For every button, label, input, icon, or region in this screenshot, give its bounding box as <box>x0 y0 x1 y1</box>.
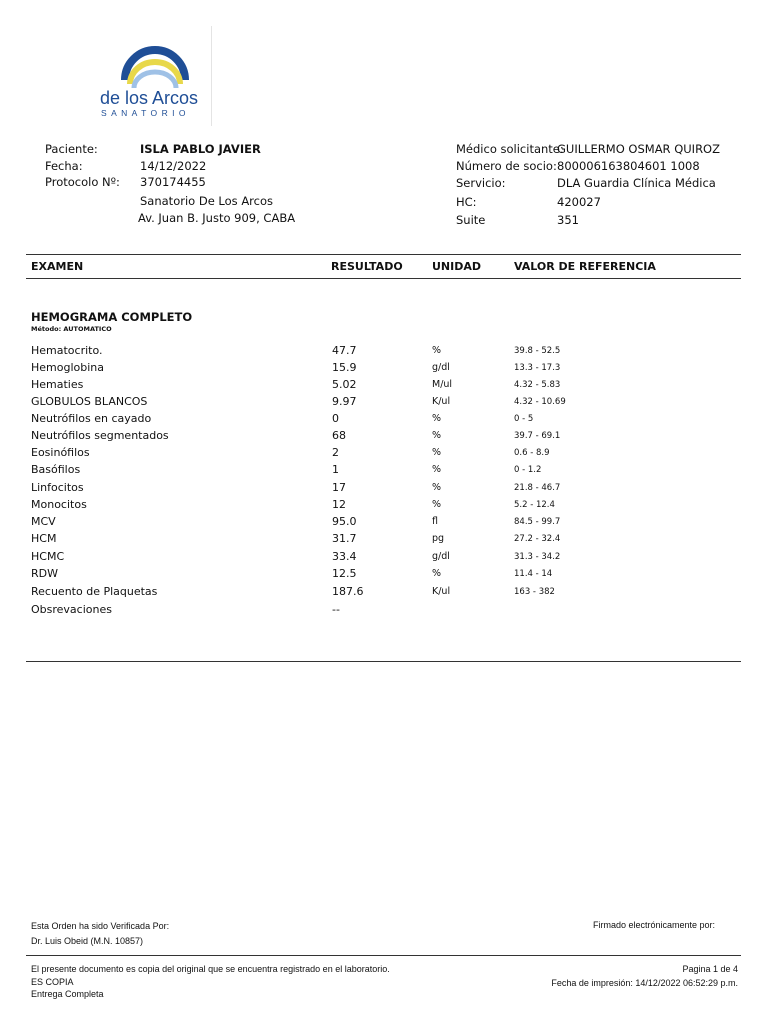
row-name: HCMC <box>31 550 65 563</box>
copy-note: El presente documento es copia del original que se encuentra registrado en el laboratorio. <box>31 964 390 974</box>
col-referencia: VALOR DE REFERENCIA <box>514 260 656 273</box>
row-ref: 27.2 - 32.4 <box>514 534 561 544</box>
row-name: Hematies <box>31 378 84 391</box>
footer-rule <box>26 955 741 956</box>
row-value: 17 <box>332 481 346 494</box>
signed-label: Firmado electrónicamente por: <box>593 920 716 930</box>
logo-name: de los Arcos <box>100 88 199 108</box>
row-unit: g/dl <box>432 551 450 562</box>
row-unit: % <box>432 430 442 441</box>
logo-subtitle: SANATORIO <box>101 108 190 118</box>
row-unit: % <box>432 568 442 579</box>
row-value: 187.6 <box>332 585 364 598</box>
row-value: 0 <box>332 412 339 425</box>
row-name: Eosinófilos <box>31 446 90 459</box>
patient-date: 14/12/2022 <box>140 159 207 173</box>
row-name: Hemoglobina <box>31 361 105 374</box>
row-unit: K/ul <box>432 396 451 407</box>
row-ref: 39.7 - 69.1 <box>514 431 561 441</box>
method-label: Método: AUTOMATICO <box>31 325 112 333</box>
row-ref: 11.4 - 14 <box>514 569 553 579</box>
row-name: Monocitos <box>31 498 87 511</box>
row-value: 33.4 <box>332 550 357 563</box>
table-header-rule <box>26 278 741 279</box>
logo-divider <box>211 26 212 126</box>
row-ref: 4.32 - 5.83 <box>514 380 561 390</box>
verified-label: Esta Orden ha sido Verificada Por: <box>31 921 170 931</box>
label-paciente: Paciente: <box>45 142 98 156</box>
col-examen: EXAMEN <box>31 260 84 273</box>
row-unit: g/dl <box>432 362 450 373</box>
suite-number: 351 <box>557 213 579 227</box>
row-unit: % <box>432 464 442 475</box>
delivery-status: Entrega Completa <box>31 989 104 999</box>
clinical-history: 420027 <box>557 195 601 209</box>
row-unit: M/ul <box>432 379 453 390</box>
page-number: Pagina 1 de 4 <box>682 964 738 974</box>
label-suite: Suite <box>456 213 486 227</box>
row-name: Basófilos <box>31 463 81 476</box>
row-value: 12 <box>332 498 346 511</box>
section-title: HEMOGRAMA COMPLETO <box>31 310 193 324</box>
label-hc: HC: <box>456 195 477 209</box>
row-ref: 0.6 - 8.9 <box>514 448 550 458</box>
verifier-name: Dr. Luis Obeid (M.N. 10857) <box>31 936 144 946</box>
doctor-name: GUILLERMO OSMAR QUIROZ <box>557 142 720 156</box>
row-value: 15.9 <box>332 361 357 374</box>
row-value: 12.5 <box>332 567 357 580</box>
row-ref: 21.8 - 46.7 <box>514 483 561 493</box>
label-socio: Número de socio: <box>456 159 557 173</box>
row-value: 68 <box>332 429 346 442</box>
institution: Sanatorio De Los Arcos <box>140 194 274 208</box>
row-ref: 0 - 5 <box>514 414 534 424</box>
row-value: 47.7 <box>332 344 357 357</box>
print-date: Fecha de impresión: 14/12/2022 06:52:29 p.m. <box>551 978 738 988</box>
row-unit: % <box>432 499 442 510</box>
col-resultado: RESULTADO <box>331 260 403 273</box>
table-top-rule <box>26 254 741 255</box>
row-value: 5.02 <box>332 378 357 391</box>
row-name: Recuento de Plaquetas <box>31 585 158 598</box>
row-name: RDW <box>31 567 58 580</box>
row-ref: 0 - 1.2 <box>514 465 542 475</box>
address: Av. Juan B. Justo 909, CABA <box>138 211 296 225</box>
row-ref: 13.3 - 17.3 <box>514 363 561 373</box>
row-unit: % <box>432 345 442 356</box>
row-ref: 84.5 - 99.7 <box>514 517 561 527</box>
row-ref: 5.2 - 12.4 <box>514 500 555 510</box>
row-unit: K/ul <box>432 586 451 597</box>
member-number: 800006163804601 1008 <box>557 159 700 173</box>
row-unit: % <box>432 482 442 493</box>
row-ref: 4.32 - 10.69 <box>514 397 566 407</box>
row-name: Linfocitos <box>31 481 84 494</box>
row-ref: 163 - 382 <box>514 587 555 597</box>
label-servicio: Servicio: <box>456 176 506 190</box>
row-name: Neutrófilos en cayado <box>31 412 152 425</box>
copy-label: ES COPIA <box>31 977 74 987</box>
col-unidad: UNIDAD <box>432 260 482 273</box>
label-protocolo: Protocolo Nº: <box>45 175 120 189</box>
label-medico: Médico solicitante: <box>456 142 564 156</box>
row-value: -- <box>332 603 340 616</box>
row-value: 31.7 <box>332 532 357 545</box>
row-value: 1 <box>332 463 339 476</box>
row-ref: 31.3 - 34.2 <box>514 552 561 562</box>
row-name: GLOBULOS BLANCOS <box>31 395 148 408</box>
row-name: Hematocrito. <box>31 344 103 357</box>
row-value: 95.0 <box>332 515 357 528</box>
row-unit: % <box>432 413 442 424</box>
service: DLA Guardia Clínica Médica <box>557 176 716 190</box>
protocol-number: 370174455 <box>140 175 206 189</box>
row-unit: % <box>432 447 442 458</box>
row-value: 2 <box>332 446 339 459</box>
table-bottom-rule <box>26 661 741 662</box>
row-ref: 39.8 - 52.5 <box>514 346 561 356</box>
label-fecha: Fecha: <box>45 159 83 173</box>
row-unit: fl <box>432 516 438 527</box>
row-unit: pg <box>432 533 445 544</box>
row-name: HCM <box>31 532 57 545</box>
row-name: MCV <box>31 515 56 528</box>
row-name: Neutrófilos segmentados <box>31 429 169 442</box>
row-name: Obsrevaciones <box>31 603 112 616</box>
patient-name: ISLA PABLO JAVIER <box>140 142 261 156</box>
arcs-logo-icon <box>92 24 212 94</box>
row-value: 9.97 <box>332 395 357 408</box>
